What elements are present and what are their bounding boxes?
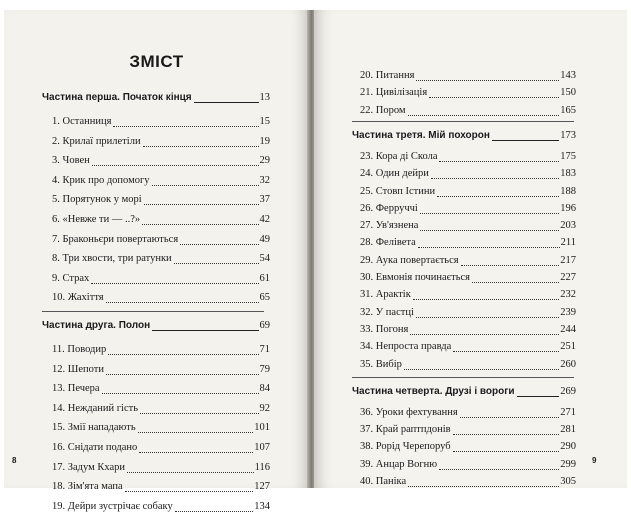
leader-dots: [410, 334, 559, 335]
leader-dots: [408, 115, 560, 116]
toc-chapter-entry: [360, 287, 576, 303]
chapter-title: 31. Арактік: [360, 289, 411, 301]
leader-dots: [517, 396, 560, 397]
leader-dots: [439, 161, 559, 162]
toc-heading: ЗМІСТ: [129, 52, 184, 71]
chapter-title: 37. Край раптпдонів: [360, 424, 451, 436]
toc-chapter-entry: [360, 103, 576, 119]
leader-dots: [460, 417, 560, 418]
page-number: 211: [560, 237, 576, 249]
leader-dots: [152, 185, 259, 186]
page-number: 227: [560, 272, 576, 283]
leader-dots: [416, 317, 559, 318]
leader-dots: [175, 511, 254, 512]
section-divider: [352, 377, 574, 378]
chapter-title: 23. Кора ді Скола: [360, 150, 438, 162]
chapter-title: 10. Жахіття: [52, 292, 104, 304]
right-page-number: 9: [592, 456, 597, 465]
page-number: 92: [259, 402, 270, 414]
page-number: 37: [259, 194, 270, 206]
toc-chapter-entry: [360, 457, 576, 473]
leader-dots: [492, 140, 559, 141]
leader-dots: [416, 80, 559, 81]
page-number: 188: [560, 185, 576, 197]
toc-chapter-entry: [52, 290, 270, 306]
leader-dots: [453, 434, 560, 435]
leader-dots: [142, 224, 258, 225]
toc-chapter-entry: [360, 149, 576, 165]
page-number: 260: [560, 358, 576, 370]
toc-chapter-entry: [360, 357, 576, 373]
chapter-title: 17. Задум Кхари: [52, 461, 126, 473]
leader-dots: [108, 354, 258, 355]
toc-chapter-entry: [360, 184, 576, 200]
toc-chapter-entry: [52, 192, 270, 208]
chapter-title: 33. Погоня: [360, 323, 409, 335]
section-divider: [352, 121, 574, 122]
leader-dots: [408, 486, 559, 487]
page-number: 107: [254, 442, 270, 453]
chapter-title: 19. Дейри зустрічає собаку: [52, 500, 173, 512]
chapter-title: 20. Питання: [360, 70, 415, 81]
toc-part-entry: [42, 318, 270, 334]
toc-chapter-entry: [360, 218, 576, 234]
part-title: Частина третя. Мій похорон: [352, 129, 490, 141]
toc-chapter-entry: [360, 305, 576, 321]
leader-dots: [472, 282, 559, 283]
chapter-title: 8. Три хвости, три ратунки: [52, 253, 172, 265]
chapter-title: 26. Ферруччі: [360, 202, 418, 214]
leader-dots: [91, 283, 258, 284]
toc-chapter-entry: [360, 253, 576, 269]
page-number: 281: [560, 424, 576, 436]
chapter-title: 34. Непроста правда: [360, 341, 452, 353]
page-number: 32: [259, 174, 270, 186]
page-number: 165: [560, 104, 576, 116]
toc-chapter-entry: [52, 153, 270, 169]
page-number: 127: [254, 481, 270, 493]
page-number: 244: [560, 323, 576, 335]
chapter-title: 2. Крилаї прилетіли: [52, 135, 141, 147]
chapter-title: 25. Стовп Істини: [360, 185, 436, 197]
chapter-title: 13. Печера: [52, 383, 100, 395]
chapter-title: 27. Ув'язнена: [360, 220, 419, 232]
toc-chapter-entry: [52, 362, 270, 378]
toc-chapter-entry: [52, 251, 270, 267]
leader-dots: [437, 196, 559, 197]
left-page-number: 8: [12, 456, 17, 465]
page-number: 196: [560, 202, 576, 214]
book-spread: [4, 10, 627, 512]
leader-dots: [453, 451, 560, 452]
toc-chapter-entry: [52, 420, 270, 436]
leader-dots: [127, 472, 254, 473]
leader-dots: [144, 204, 259, 205]
page-number: 290: [560, 441, 576, 453]
leader-dots: [180, 244, 258, 245]
chapter-title: 38. Рорід Черепоруб: [360, 441, 451, 453]
toc-chapter-entry: [52, 460, 270, 476]
page-number: 271: [560, 406, 576, 418]
leader-dots: [113, 126, 258, 127]
page-number: 150: [560, 87, 576, 99]
chapter-title: 24. Один дейри: [360, 168, 429, 180]
page-number: 19: [259, 135, 270, 147]
page-number: 203: [560, 220, 576, 232]
leader-dots: [418, 247, 560, 248]
toc-chapter-entry: [52, 134, 270, 150]
leader-dots: [140, 413, 259, 414]
toc-chapter-entry: [52, 342, 270, 358]
page-number: 183: [560, 168, 576, 180]
page-number: 305: [560, 476, 576, 487]
page-number: 79: [259, 363, 270, 375]
toc-chapter-entry: [360, 439, 576, 455]
toc-chapter-entry: [52, 271, 270, 287]
chapter-title: 18. Зім'ята мапа: [52, 481, 123, 493]
leader-dots: [125, 491, 254, 492]
page-number: 101: [254, 422, 270, 434]
page-number: 116: [254, 461, 270, 473]
part-title: Частина перша. Початок кінця: [42, 92, 192, 103]
chapter-title: 39. Анцар Вогню: [360, 458, 438, 470]
toc-chapter-entry: [52, 232, 270, 248]
page-number: 143: [560, 70, 576, 81]
leader-dots: [420, 230, 559, 231]
part-title: Частина четверта. Друзі і вороги: [352, 385, 515, 397]
page-number: 42: [259, 214, 270, 225]
chapter-title: 3. Човен: [52, 155, 90, 167]
leader-dots: [404, 369, 559, 370]
chapter-title: 29. Аука повертається: [360, 254, 459, 266]
toc-chapter-entry: [360, 474, 576, 490]
chapter-title: 28. Фелівета: [360, 237, 416, 249]
toc-chapter-entry: [52, 499, 270, 515]
toc-chapter-entry: [360, 322, 576, 338]
toc-part-entry: [352, 128, 576, 144]
page-number: 13: [259, 92, 270, 103]
page-number: 134: [254, 500, 270, 512]
leader-dots: [152, 330, 258, 331]
toc-chapter-entry: [360, 339, 576, 355]
leader-dots: [439, 469, 559, 470]
chapter-title: 15. Змії нападають: [52, 422, 136, 434]
leader-dots: [106, 302, 259, 303]
leader-dots: [194, 102, 259, 103]
page-number: 173: [560, 129, 576, 141]
toc-chapter-entry: [360, 405, 576, 421]
leader-dots: [143, 146, 259, 147]
page-number: 61: [259, 272, 270, 284]
chapter-title: 32. У пастці: [360, 306, 414, 318]
toc-chapter-entry: [360, 85, 576, 101]
page-number: 239: [560, 306, 576, 318]
chapter-title: 30. Евмонія починається: [360, 272, 470, 283]
leader-dots: [174, 263, 259, 264]
page-number: 299: [560, 458, 576, 470]
chapter-title: 14. Нежданий гість: [52, 402, 138, 414]
page-number: 65: [259, 292, 270, 304]
right-page: [314, 10, 627, 488]
toc-chapter-entry: [360, 235, 576, 251]
toc-part-entry: [352, 384, 576, 400]
section-divider: [42, 311, 264, 312]
chapter-title: 12. Шепоти: [52, 363, 104, 375]
toc-chapter-entry: [360, 201, 576, 217]
leader-dots: [106, 374, 259, 375]
chapter-title: 4. Крик про допомогу: [52, 174, 150, 186]
chapter-title: 1. Останниця: [52, 116, 112, 127]
chapter-title: 22. Пором: [360, 104, 406, 116]
toc-chapter-entry: [52, 479, 270, 495]
page-number: 69: [259, 320, 270, 331]
page-number: 71: [259, 344, 270, 355]
page-number: 217: [560, 254, 576, 266]
chapter-title: 7. Браконьєри повертаються: [52, 233, 179, 245]
part-title: Частина друга. Полон: [42, 320, 151, 331]
chapter-title: 11. Поводир: [52, 344, 107, 355]
chapter-title: 36. Уроки фехтування: [360, 406, 458, 418]
leader-dots: [461, 265, 560, 266]
toc-chapter-entry: [360, 68, 576, 84]
leader-dots: [92, 165, 259, 166]
leader-dots: [102, 393, 259, 394]
leader-dots: [431, 178, 559, 179]
toc-chapter-entry: [360, 166, 576, 182]
chapter-title: 9. Страх: [52, 272, 90, 284]
page-number: 269: [560, 385, 576, 397]
toc-chapter-entry: [52, 212, 270, 228]
toc-chapter-entry: [52, 440, 270, 456]
chapter-title: 5. Порятунок у морі: [52, 194, 142, 206]
chapter-title: 21. Цивілізація: [360, 87, 428, 99]
leader-dots: [429, 97, 559, 98]
toc-chapter-entry: [52, 381, 270, 397]
page-number: 232: [560, 289, 576, 301]
toc-chapter-entry: [360, 270, 576, 286]
toc-chapter-entry: [52, 114, 270, 130]
page-number: 15: [259, 116, 270, 127]
leader-dots: [138, 432, 254, 433]
toc-chapter-entry: [52, 401, 270, 417]
toc-part-entry: [42, 90, 270, 106]
chapter-title: 6. «Невже ти — ..?»: [52, 214, 141, 225]
leader-dots: [420, 213, 559, 214]
chapter-title: 40. Паніка: [360, 476, 407, 487]
chapter-title: 35. Вибір: [360, 358, 402, 370]
page-number: 29: [259, 155, 270, 167]
page-number: 49: [259, 233, 270, 245]
toc-chapter-entry: [360, 422, 576, 438]
left-page: [4, 10, 309, 512]
page-number: 84: [259, 383, 270, 395]
page-number: 251: [560, 341, 576, 353]
toc-chapter-entry: [52, 173, 270, 189]
leader-dots: [413, 299, 559, 300]
leader-dots: [453, 351, 559, 352]
leader-dots: [139, 452, 253, 453]
page-number: 54: [259, 253, 270, 265]
page-number: 175: [560, 150, 576, 162]
chapter-title: 16. Снідати подано: [52, 442, 138, 453]
